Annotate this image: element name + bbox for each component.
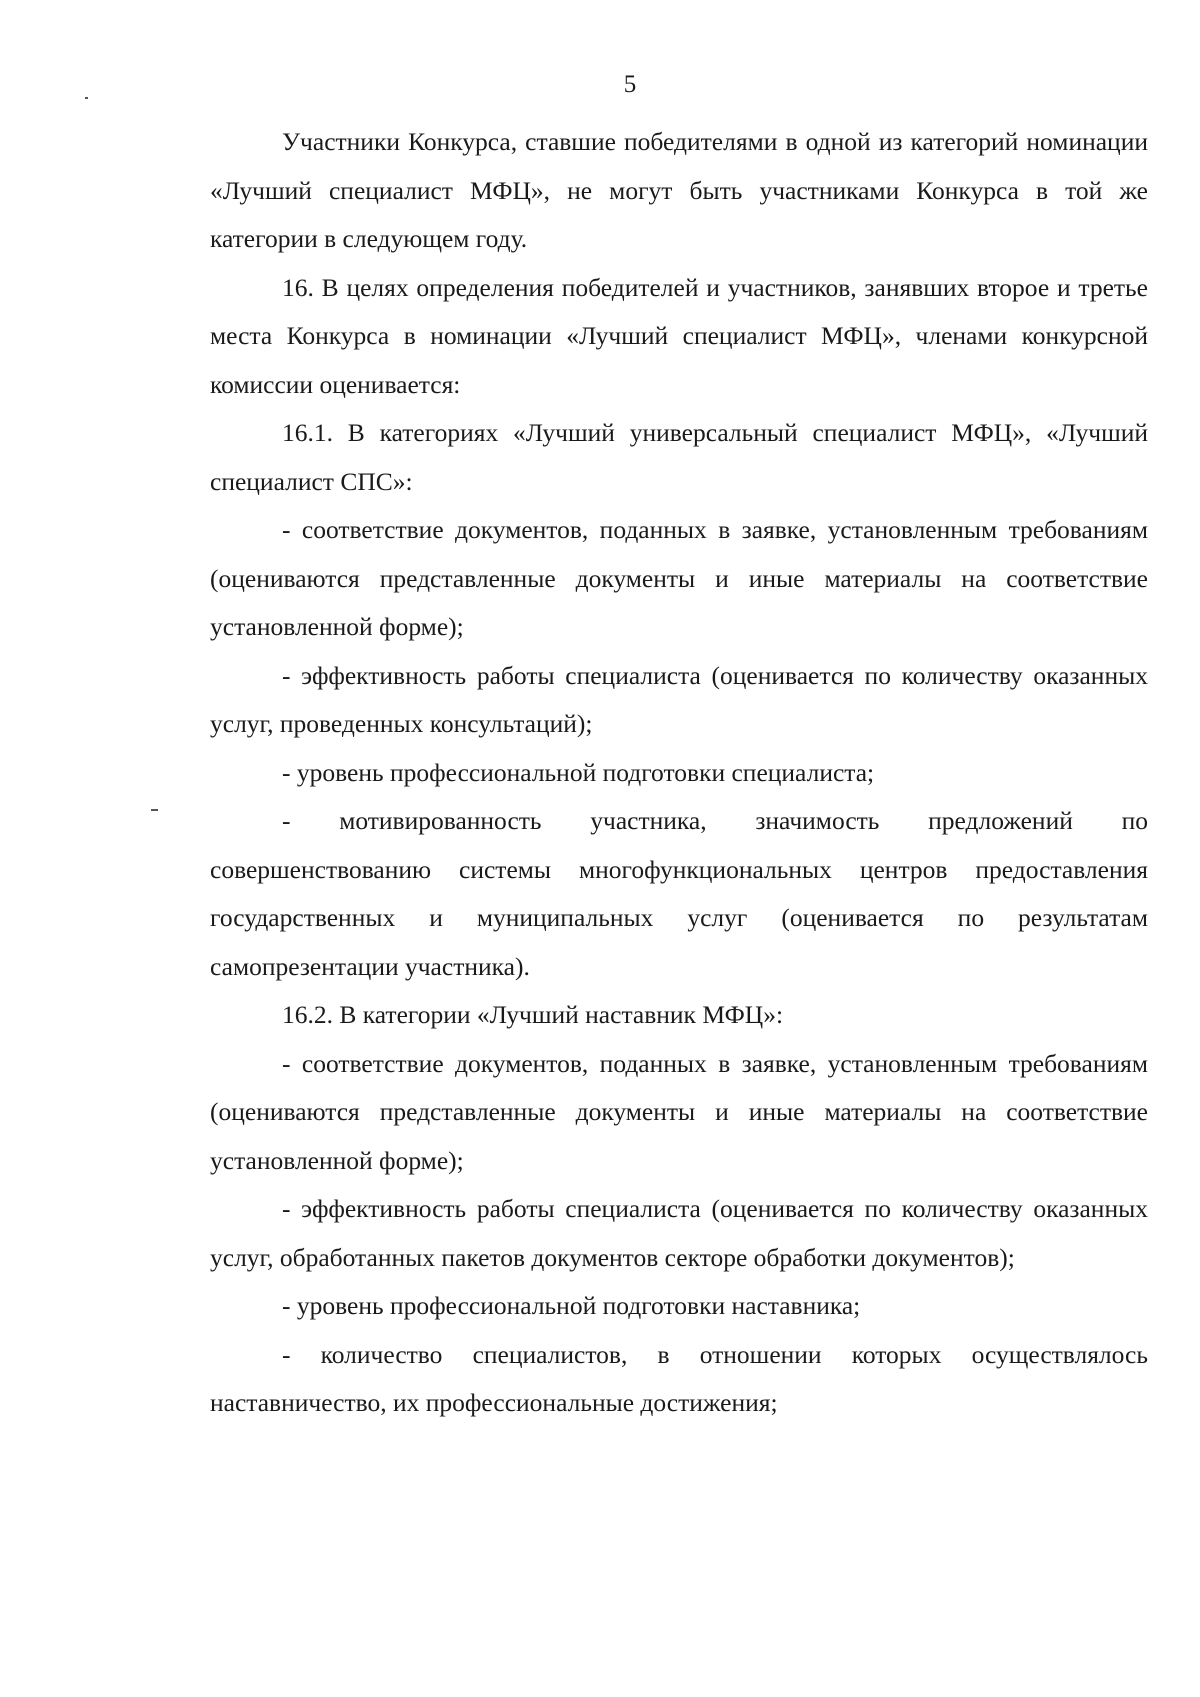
- list-item-mentored-specialists: - количество специалистов, в отношении которых осуществлялось наставничество, их профессиональные достижения;: [210, 1339, 1148, 1417]
- list-item-training-level: - уровень профессиональной подготовки специалиста;: [282, 757, 875, 787]
- list-item-work-efficiency: - эффективность работы специалиста (оценивается по количеству оказанных услуг, проведенных консультаций);: [210, 660, 1148, 738]
- list-item-mentor-training-level: - уровень профессиональной подготовки наставника;: [282, 1291, 861, 1320]
- list-item-work-efficiency-mentor: - эффективность работы специалиста (оценивается по количеству оказанных услуг, обработанных пакетов документов секторе обработки документов);: [210, 1194, 1148, 1272]
- paragraph-16-1: 16.1. В категориях «Лучший универсальный специалист МФЦ», «Лучший специалист СПС»:: [210, 418, 1148, 496]
- paragraph-16-2: 16.2. В категории «Лучший наставник МФЦ»:: [282, 1000, 784, 1029]
- list-item-documents-compliance: - соответствие документов, поданных в заявке, установленным требованиям (оцениваются представленные документы и иные материалы на соответствие установленной форме);: [210, 515, 1148, 641]
- list-item-motivation: - мотивированность участника, значимость предложений по совершенствованию системы многофункциональных центров предоставления государственных и муниципальных услуг (оценивается по результатам самопрезентации участника).: [210, 806, 1148, 981]
- list-item-documents-compliance-mentor: - соответствие документов, поданных в заявке, установленным требованиям (оцениваются представленные документы и иные материалы на соответствие установленной форме);: [210, 1048, 1148, 1175]
- document-body: [210, 118, 1148, 1428]
- page-number: 5: [623, 71, 637, 98]
- paragraph-16: 16. В целях определения победителей и участников, занявших второе и третье места Конкурса в номинации «Лучший специалист МФЦ», членами конкурсной комиссии оценивается:: [210, 272, 1148, 399]
- scan-speck: [151, 809, 158, 811]
- paragraph-winners-restriction: Участники Конкурса, ставшие победителями в одной из категорий номинации «Лучший специалист МФЦ», не могут быть участниками Конкурса в той же категории в следующем году.: [210, 127, 1148, 253]
